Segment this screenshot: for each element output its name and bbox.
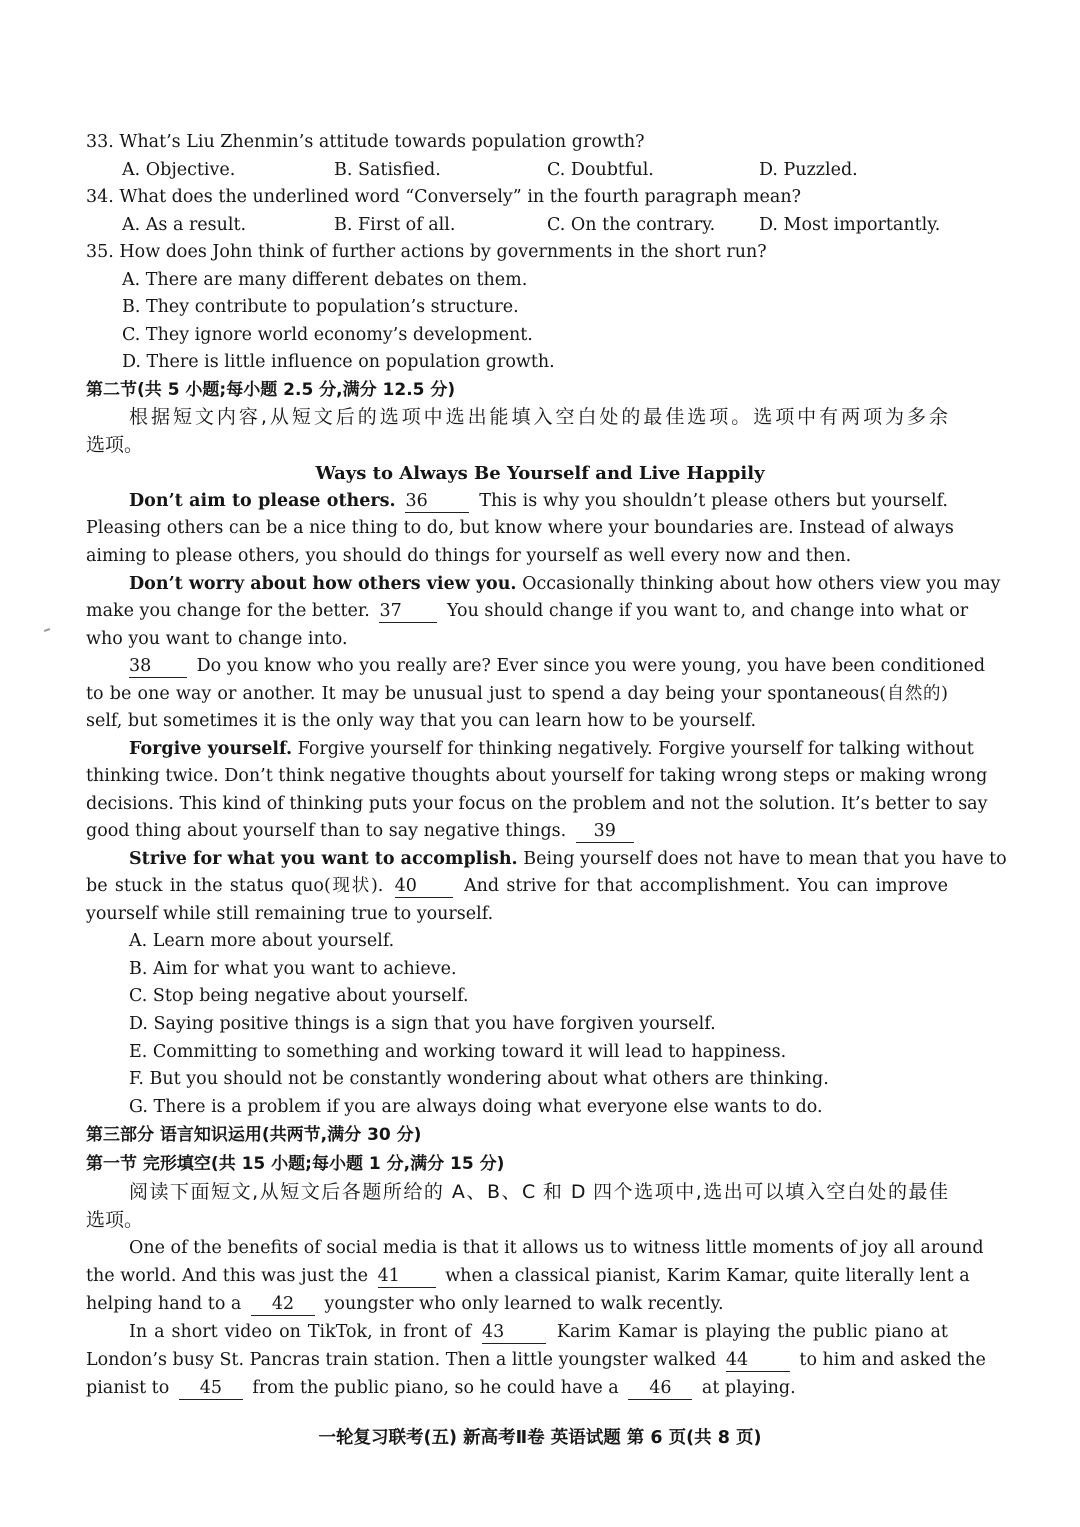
- passage-p3-line2: to be one way or another. It may be unusual just to spend a day being your spontaneous(自然的): [86, 684, 948, 704]
- q34-option-a: A. As a result.: [122, 215, 247, 235]
- blank-37: 37: [379, 601, 437, 623]
- q34-option-b: B. First of all.: [334, 215, 456, 235]
- cloze-p2-line3: [86, 1375, 948, 1403]
- section-2-instruction-cont: 选项。: [86, 434, 144, 456]
- cloze-p1-line1: One of the benefits of social media is that it allows us to witness little moments of joy all around: [129, 1238, 984, 1258]
- section-2-instruction: 根据短文内容,从短文后的选项中选出能填入空白处的最佳选项。选项中有两项为多余: [129, 406, 948, 428]
- question-35-stem: 35. How does John think of further actions by governments in the short run?: [86, 242, 767, 262]
- cloze-p2-line3-post: at playing.: [701, 1378, 796, 1398]
- answer-option-a: A. Learn more about yourself.: [129, 931, 395, 951]
- passage-p3-line3: self, but sometimes it is the only way that you can learn how to be yourself.: [86, 711, 757, 731]
- p3-line1-text: Do you know who you really are? Ever since you were young, you have been conditioned: [196, 656, 986, 676]
- cloze-p1-line2-post: when a classical pianist, Karim Kamar, quite literally lent a: [445, 1266, 970, 1286]
- p2-line2-post: You should change if you want to, and change into what or: [447, 601, 969, 621]
- passage-p4-line1: [129, 736, 974, 764]
- part-3-heading: 第三部分 语言知识运用(共两节,满分 30 分): [86, 1125, 422, 1145]
- p5-line2-pre: be stuck in the status quo(现状).: [86, 876, 384, 896]
- blank-38: 38: [129, 656, 187, 678]
- p5-line1-text: Being yourself does not have to mean that you have to: [523, 849, 1007, 869]
- cloze-p2-line2-post: to him and asked the: [799, 1350, 986, 1370]
- part-3-instruction: 阅读下面短文,从短文后各题所给的 A、B、C 和 D 四个选项中,选出可以填入空白处的最佳: [129, 1181, 948, 1203]
- p2-line1-text: Occasionally thinking about how others view you may: [522, 574, 1001, 594]
- blank-44: 44: [726, 1350, 790, 1372]
- cloze-p2-line1-pre: In a short video on TikTok, in front of: [129, 1322, 472, 1342]
- p4-heading: Forgive yourself.: [129, 739, 293, 759]
- p4-line4-pre: good thing about yourself than to say negative things.: [86, 821, 567, 841]
- section-2-heading: 第二节(共 5 小题;每小题 2.5 分,满分 12.5 分): [86, 380, 456, 400]
- answer-option-b: B. Aim for what you want to achieve.: [129, 959, 457, 979]
- part-3-instruction-cont: 选项。: [86, 1209, 144, 1231]
- passage-p5-line3: yourself while still remaining true to yourself.: [86, 904, 494, 924]
- passage-p3-line1: [129, 653, 986, 681]
- question-34-stem: 34. What does the underlined word “Conversely” in the fourth paragraph mean?: [86, 187, 801, 207]
- blank-45: 45: [179, 1378, 243, 1400]
- cloze-p2-line3-pre: pianist to: [86, 1378, 170, 1398]
- blank-36: 36: [405, 491, 469, 513]
- passage-p5-line1: [129, 846, 1007, 874]
- blank-46: 46: [628, 1378, 692, 1400]
- p5-line2-post: And strive for that accomplishment. You can improve: [463, 876, 948, 896]
- passage-p2-line3: who you want to change into.: [86, 629, 348, 649]
- cloze-p1-line2: [86, 1263, 970, 1291]
- answer-option-d: D. Saying positive things is a sign that you have forgiven yourself.: [129, 1014, 716, 1034]
- cloze-p1-line3: [86, 1291, 948, 1319]
- passage-p4-line2: thinking twice. Don’t think negative thoughts about yourself for taking wrong steps or making wrong: [86, 766, 988, 786]
- passage-title: Ways to Always Be Yourself and Live Happily: [315, 463, 765, 484]
- answer-option-c: C. Stop being negative about yourself.: [129, 986, 469, 1006]
- blank-39: 39: [576, 821, 634, 843]
- blank-43: 43: [482, 1322, 546, 1344]
- passage-p5-line2: [86, 873, 948, 901]
- q34-option-d: D. Most importantly.: [759, 215, 941, 235]
- scan-mark: [44, 628, 50, 632]
- answer-option-f: F. But you should not be constantly wondering about what others are thinking.: [129, 1069, 829, 1089]
- passage-p1-line1: [129, 488, 948, 516]
- answer-option-e: E. Committing to something and working toward it will lead to happiness.: [129, 1042, 787, 1062]
- p2-heading: Don’t worry about how others view you.: [129, 574, 517, 594]
- q33-option-c: C. Doubtful.: [547, 160, 654, 180]
- cloze-p2-line2: [86, 1347, 986, 1375]
- q33-option-b: B. Satisfied.: [334, 160, 441, 180]
- passage-p1-line2: Pleasing others can be a nice thing to do, but know where your boundaries are. Instead of always: [86, 518, 954, 538]
- p4-line1-text: Forgive yourself for thinking negatively. Forgive yourself for talking without: [297, 739, 974, 759]
- blank-40: 40: [395, 876, 453, 898]
- cloze-p2-line1: [129, 1319, 948, 1347]
- page-footer: 一轮复习联考(五) 新高考Ⅱ卷 英语试题 第 6 页(共 8 页): [318, 1428, 762, 1448]
- answer-option-g: G. There is a problem if you are always doing what everyone else wants to do.: [129, 1097, 823, 1117]
- cloze-p1-line3-pre: helping hand to a: [86, 1294, 242, 1314]
- blank-41: 41: [378, 1266, 436, 1288]
- cloze-p1-line2-pre: the world. And this was just the: [86, 1266, 369, 1286]
- part-3-section-1-heading: 第一节 完形填空(共 15 小题;每小题 1 分,满分 15 分): [86, 1154, 505, 1174]
- q33-option-a: A. Objective.: [122, 160, 236, 180]
- q35-option-c: C. They ignore world economy’s development.: [122, 325, 533, 345]
- blank-42: 42: [251, 1294, 315, 1316]
- passage-p2-line1: [129, 571, 1001, 599]
- passage-p2-line2: [86, 598, 969, 626]
- passage-p4-line3: decisions. This kind of thinking puts your focus on the problem and not the solution. It’s better to say: [86, 794, 988, 814]
- p2-line2-pre: make you change for the better.: [86, 601, 370, 621]
- p1-line1-text: This is why you shouldn’t please others but yourself.: [479, 491, 948, 511]
- question-34-options: [122, 212, 948, 240]
- cloze-p1-line3-post: youngster who only learned to walk recently.: [324, 1294, 724, 1314]
- cloze-p2-line1-post: Karim Kamar is playing the public piano at: [556, 1322, 948, 1342]
- q33-option-d: D. Puzzled.: [759, 160, 858, 180]
- passage-p4-line4: [86, 818, 948, 846]
- cloze-p2-line2-pre: London’s busy St. Pancras train station. Then a little youngster walked: [86, 1350, 717, 1370]
- passage-p1-line3: aiming to please others, you should do things for yourself as well every now and then.: [86, 546, 852, 566]
- p5-heading: Strive for what you want to accomplish.: [129, 849, 518, 869]
- p1-heading: Don’t aim to please others.: [129, 491, 396, 511]
- q34-option-c: C. On the contrary.: [547, 215, 716, 235]
- q35-option-b: B. They contribute to population’s structure.: [122, 297, 519, 317]
- question-33-options: [122, 157, 948, 185]
- q35-option-d: D. There is little influence on population growth.: [122, 352, 555, 372]
- question-33-stem: 33. What’s Liu Zhenmin’s attitude towards population growth?: [86, 132, 645, 152]
- q35-option-a: A. There are many different debates on them.: [122, 270, 528, 290]
- cloze-p2-line3-mid: from the public piano, so he could have a: [252, 1378, 619, 1398]
